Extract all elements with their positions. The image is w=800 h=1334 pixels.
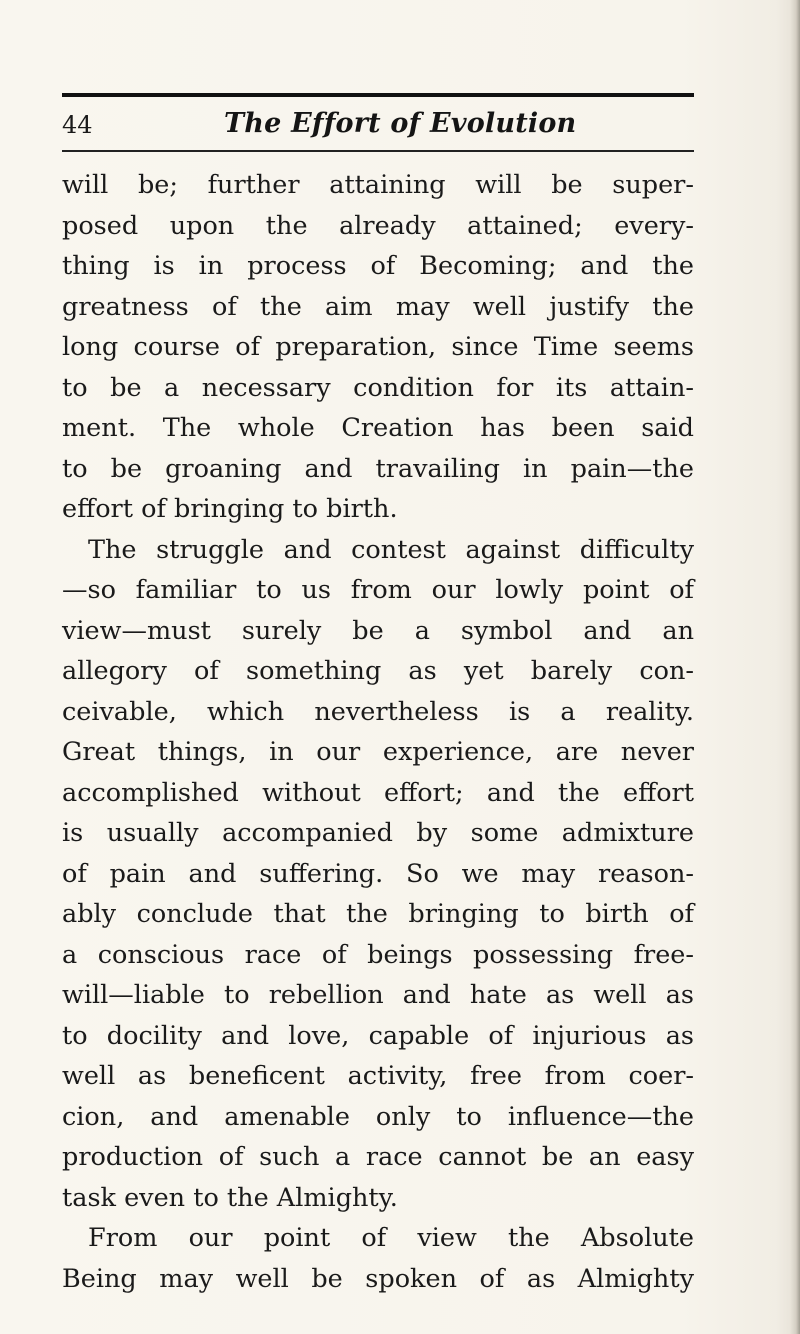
text-line: well as beneficent activity, free from coer- — [62, 1061, 694, 1091]
paragraph-first-line: The struggle and contest against difficulty — [88, 534, 694, 565]
running-title: The Effort of Evolution — [224, 108, 577, 139]
paragraph-last-line: effort of bringing to birth. — [62, 494, 398, 524]
header-bottom-rule — [62, 150, 694, 152]
text-line: thing is in process of Becoming; and the — [62, 251, 694, 281]
text-line: Being may well be spoken of as Almighty — [62, 1263, 694, 1294]
text-line: to docility and love, capable of injurious as — [62, 1020, 694, 1051]
text-line: allegory of something as yet barely con- — [62, 656, 694, 686]
page-number: 44 — [62, 111, 93, 139]
text-line: posed upon the already attained; every- — [62, 210, 694, 241]
text-line: production of such a race cannot be an easy — [62, 1142, 694, 1172]
text-line: to be groaning and travailing in pain—the — [62, 453, 694, 484]
text-line: ment. The whole Creation has been said — [62, 413, 694, 443]
text-line: ably conclude that the bringing to birth of — [62, 899, 694, 929]
text-line: is usually accompanied by some admixture — [62, 818, 694, 848]
paragraph-first-line: From our point of view the Absolute — [88, 1223, 694, 1253]
text-line: will be; further attaining will be super- — [62, 170, 694, 200]
text-line: a conscious race of beings possessing free- — [62, 939, 694, 970]
text-line: will—liable to rebellion and hate as well as — [62, 980, 694, 1010]
text-line: —so familiar to us from our lowly point of — [62, 575, 694, 605]
text-line: long course of preparation, since Time seems — [62, 332, 694, 362]
text-line: accomplished without effort; and the effort — [62, 777, 694, 808]
text-line: view—must surely be a symbol and an — [62, 615, 694, 646]
text-line: of pain and suffering. So we may reason- — [62, 858, 694, 889]
text-line: cion, and amenable only to influence—the — [62, 1101, 694, 1132]
header-top-rule — [62, 93, 694, 97]
body-text — [62, 165, 702, 1299]
paragraph-last-line: task even to the Almighty. — [62, 1182, 398, 1213]
text-line: to be a necessary condition for its attain- — [62, 372, 694, 403]
text-line: greatness of the aim may well justify the — [62, 291, 694, 322]
page-edge-shadow — [790, 0, 800, 1334]
text-line: ceivable, which nevertheless is a reality. — [62, 696, 694, 727]
running-head — [62, 109, 694, 145]
text-line: Great things, in our experience, are never — [62, 737, 694, 767]
